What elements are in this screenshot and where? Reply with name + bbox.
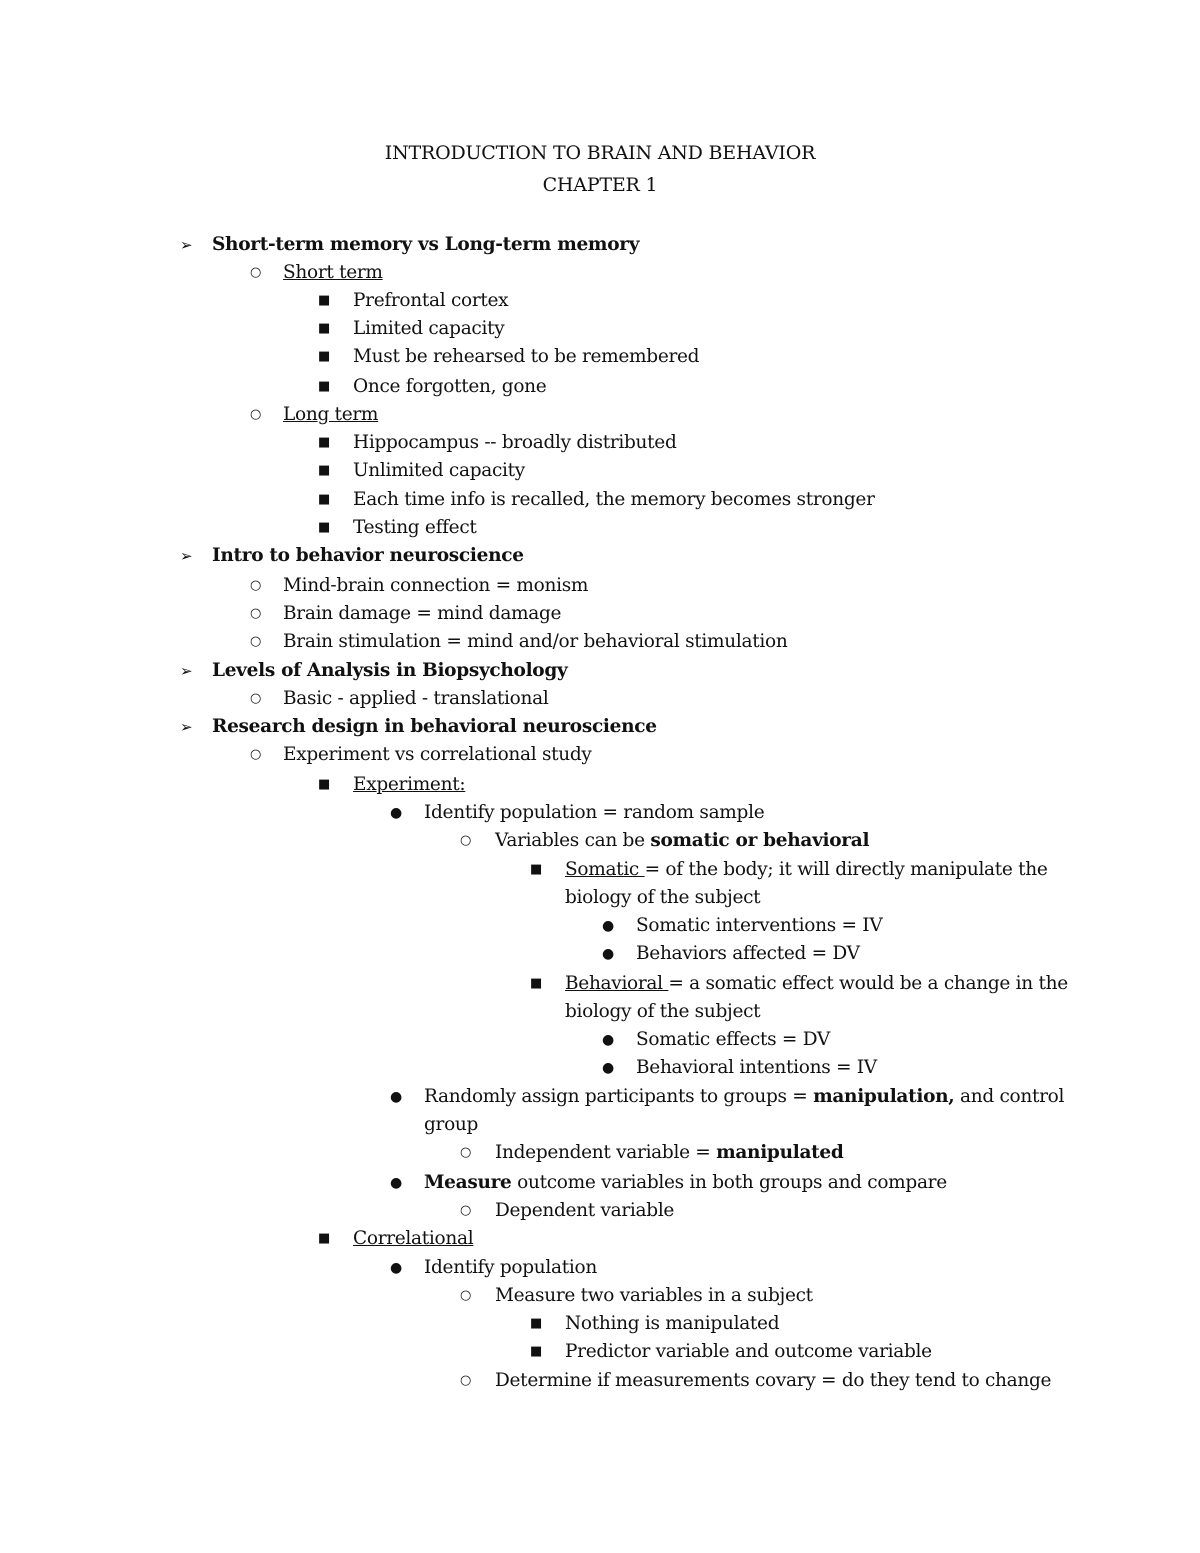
- circle-bullet-icon: ○: [460, 1203, 472, 1218]
- circle-bullet-icon: ○: [460, 1288, 472, 1303]
- circle-bullet-icon: ○: [250, 578, 262, 593]
- outline-line: [283, 744, 592, 766]
- text-run: Behaviors affected = DV: [636, 943, 860, 964]
- outline-line: [212, 234, 639, 256]
- text-run: Independent variable =: [495, 1142, 717, 1163]
- outline-line: [353, 376, 546, 398]
- circle-bullet-icon: ○: [460, 1145, 472, 1160]
- outline-line: [636, 943, 860, 965]
- bold-text: Levels of Analysis in Biopsychology: [212, 660, 568, 681]
- square-bullet-icon: ■: [318, 321, 331, 336]
- text-run: Unlimited capacity: [353, 460, 525, 481]
- square-bullet-icon: ■: [530, 976, 543, 991]
- outline-line: [283, 262, 383, 284]
- text-run: and control: [954, 1086, 1065, 1107]
- circle-bullet-icon: ○: [250, 265, 262, 280]
- outline-line: [424, 1086, 1064, 1108]
- dot-bullet-icon: ●: [602, 918, 615, 934]
- dot-bullet-icon: ●: [390, 805, 403, 821]
- circle-bullet-icon: ○: [250, 634, 262, 649]
- outline-line: [636, 915, 882, 937]
- text-run: Hippocampus -- broadly distributed: [353, 432, 677, 453]
- square-bullet-icon: ■: [318, 777, 331, 792]
- text-run: biology of the subject: [565, 887, 761, 908]
- text-run: Once forgotten, gone: [353, 376, 547, 397]
- arrow-bullet-icon: ➢: [180, 236, 193, 254]
- text-run: Somatic effects = DV: [636, 1029, 830, 1050]
- text-run: Experiment vs correlational study: [283, 744, 592, 765]
- text-run: Brain stimulation = mind and/or behavioral stimulation: [283, 631, 788, 652]
- text-run: Basic - applied - translational: [283, 688, 549, 709]
- outline-line: [212, 545, 524, 567]
- outline-line: [283, 688, 548, 710]
- square-bullet-icon: ■: [318, 520, 331, 535]
- outline-line: [353, 432, 677, 454]
- outline-line: [424, 1257, 597, 1279]
- outline-line: [495, 1200, 674, 1222]
- bold-text: somatic or behavioral: [650, 830, 870, 851]
- outline-line: [565, 887, 760, 909]
- text-run: Identify population: [424, 1257, 597, 1278]
- underlined-text: Correlational: [353, 1228, 474, 1249]
- chapter-heading: CHAPTER 1: [542, 174, 658, 196]
- square-bullet-icon: ■: [530, 1316, 543, 1331]
- text-run: Nothing is manipulated: [565, 1313, 780, 1334]
- outline-line: [353, 346, 699, 368]
- bold-text: manipulated: [716, 1142, 844, 1163]
- text-run: = a somatic effect would be a change in the: [668, 973, 1068, 994]
- text-run: Randomly assign participants to groups =: [424, 1086, 814, 1107]
- bold-text: Measure: [424, 1172, 512, 1193]
- outline-line: [353, 1228, 473, 1250]
- outline-line: [353, 318, 504, 340]
- circle-bullet-icon: ○: [460, 1373, 472, 1388]
- underlined-text: Behavioral: [565, 973, 669, 994]
- circle-bullet-icon: ○: [250, 691, 262, 706]
- text-run: outcome variables in both groups and compare: [511, 1172, 947, 1193]
- outline-line: [353, 460, 525, 482]
- text-run: Predictor variable and outcome variable: [565, 1341, 932, 1362]
- text-run: Limited capacity: [353, 318, 505, 339]
- outline-line: [495, 830, 869, 852]
- outline-line: [495, 1285, 813, 1307]
- outline-line: [283, 631, 787, 653]
- underlined-text: Somatic: [565, 859, 645, 880]
- circle-bullet-icon: ○: [250, 407, 262, 422]
- text-run: Must be rehearsed to be remembered: [353, 346, 700, 367]
- text-run: biology of the subject: [565, 1001, 761, 1022]
- outline-line: [636, 1057, 877, 1079]
- bold-text: Short-term memory vs Long-term memory: [212, 234, 640, 255]
- circle-bullet-icon: ○: [250, 606, 262, 621]
- dot-bullet-icon: ●: [390, 1175, 403, 1191]
- outline-line: [353, 290, 508, 312]
- text-run: Determine if measurements covary = do they tend to change: [495, 1370, 1052, 1391]
- outline-line: [424, 1114, 478, 1136]
- text-run: Somatic interventions = IV: [636, 915, 883, 936]
- outline-line: [283, 404, 378, 426]
- circle-bullet-icon: ○: [460, 833, 472, 848]
- dot-bullet-icon: ●: [602, 1060, 615, 1076]
- outline-line: [495, 1142, 844, 1164]
- text-run: Prefrontal cortex: [353, 290, 509, 311]
- outline-line: [353, 517, 477, 539]
- text-run: Identify population = random sample: [424, 802, 765, 823]
- outline-line: [495, 1370, 1051, 1392]
- square-bullet-icon: ■: [530, 1344, 543, 1359]
- square-bullet-icon: ■: [318, 349, 331, 364]
- outline-line: [565, 1313, 779, 1335]
- outline-line: [424, 802, 764, 824]
- outline-line: [565, 859, 1048, 881]
- text-run: Brain damage = mind damage: [283, 603, 562, 624]
- outline-line: [212, 660, 567, 682]
- outline-line: [636, 1029, 830, 1051]
- arrow-bullet-icon: ➢: [180, 718, 193, 736]
- bold-text: manipulation,: [813, 1086, 955, 1107]
- text-run: group: [424, 1114, 479, 1135]
- bold-text: Intro to behavior neuroscience: [212, 545, 524, 566]
- text-run: = of the body; it will directly manipulate the: [644, 859, 1048, 880]
- bold-text: Research design in behavioral neuroscience: [212, 716, 657, 737]
- text-run: Testing effect: [353, 517, 477, 538]
- underlined-text: Long term: [283, 404, 379, 425]
- dot-bullet-icon: ●: [602, 946, 615, 962]
- outline-line: [565, 1341, 932, 1363]
- square-bullet-icon: ■: [318, 293, 331, 308]
- text-run: Measure two variables in a subject: [495, 1285, 813, 1306]
- text-run: Behavioral intentions = IV: [636, 1057, 877, 1078]
- outline-line: [353, 774, 465, 796]
- dot-bullet-icon: ●: [390, 1260, 403, 1276]
- outline-line: [424, 1172, 947, 1194]
- circle-bullet-icon: ○: [250, 747, 262, 762]
- dot-bullet-icon: ●: [390, 1089, 403, 1105]
- square-bullet-icon: ■: [318, 492, 331, 507]
- outline-line: [353, 489, 875, 511]
- square-bullet-icon: ■: [318, 463, 331, 478]
- square-bullet-icon: ■: [318, 435, 331, 450]
- text-run: Each time info is recalled, the memory becomes stronger: [353, 489, 875, 510]
- outline-line: [212, 716, 657, 738]
- text-run: Variables can be: [495, 830, 651, 851]
- square-bullet-icon: ■: [530, 862, 543, 877]
- outline-line: [565, 973, 1068, 995]
- arrow-bullet-icon: ➢: [180, 662, 193, 680]
- document-title: INTRODUCTION TO BRAIN AND BEHAVIOR: [384, 142, 816, 164]
- square-bullet-icon: ■: [318, 1231, 331, 1246]
- outline-line: [283, 603, 561, 625]
- text-run: Dependent variable: [495, 1200, 675, 1221]
- text-run: Mind-brain connection = monism: [283, 575, 589, 596]
- underlined-text: Experiment:: [353, 774, 466, 795]
- dot-bullet-icon: ●: [602, 1032, 615, 1048]
- underlined-text: Short term: [283, 262, 383, 283]
- outline-line: [565, 1001, 760, 1023]
- outline-line: [283, 575, 588, 597]
- arrow-bullet-icon: ➢: [180, 547, 193, 565]
- square-bullet-icon: ■: [318, 379, 331, 394]
